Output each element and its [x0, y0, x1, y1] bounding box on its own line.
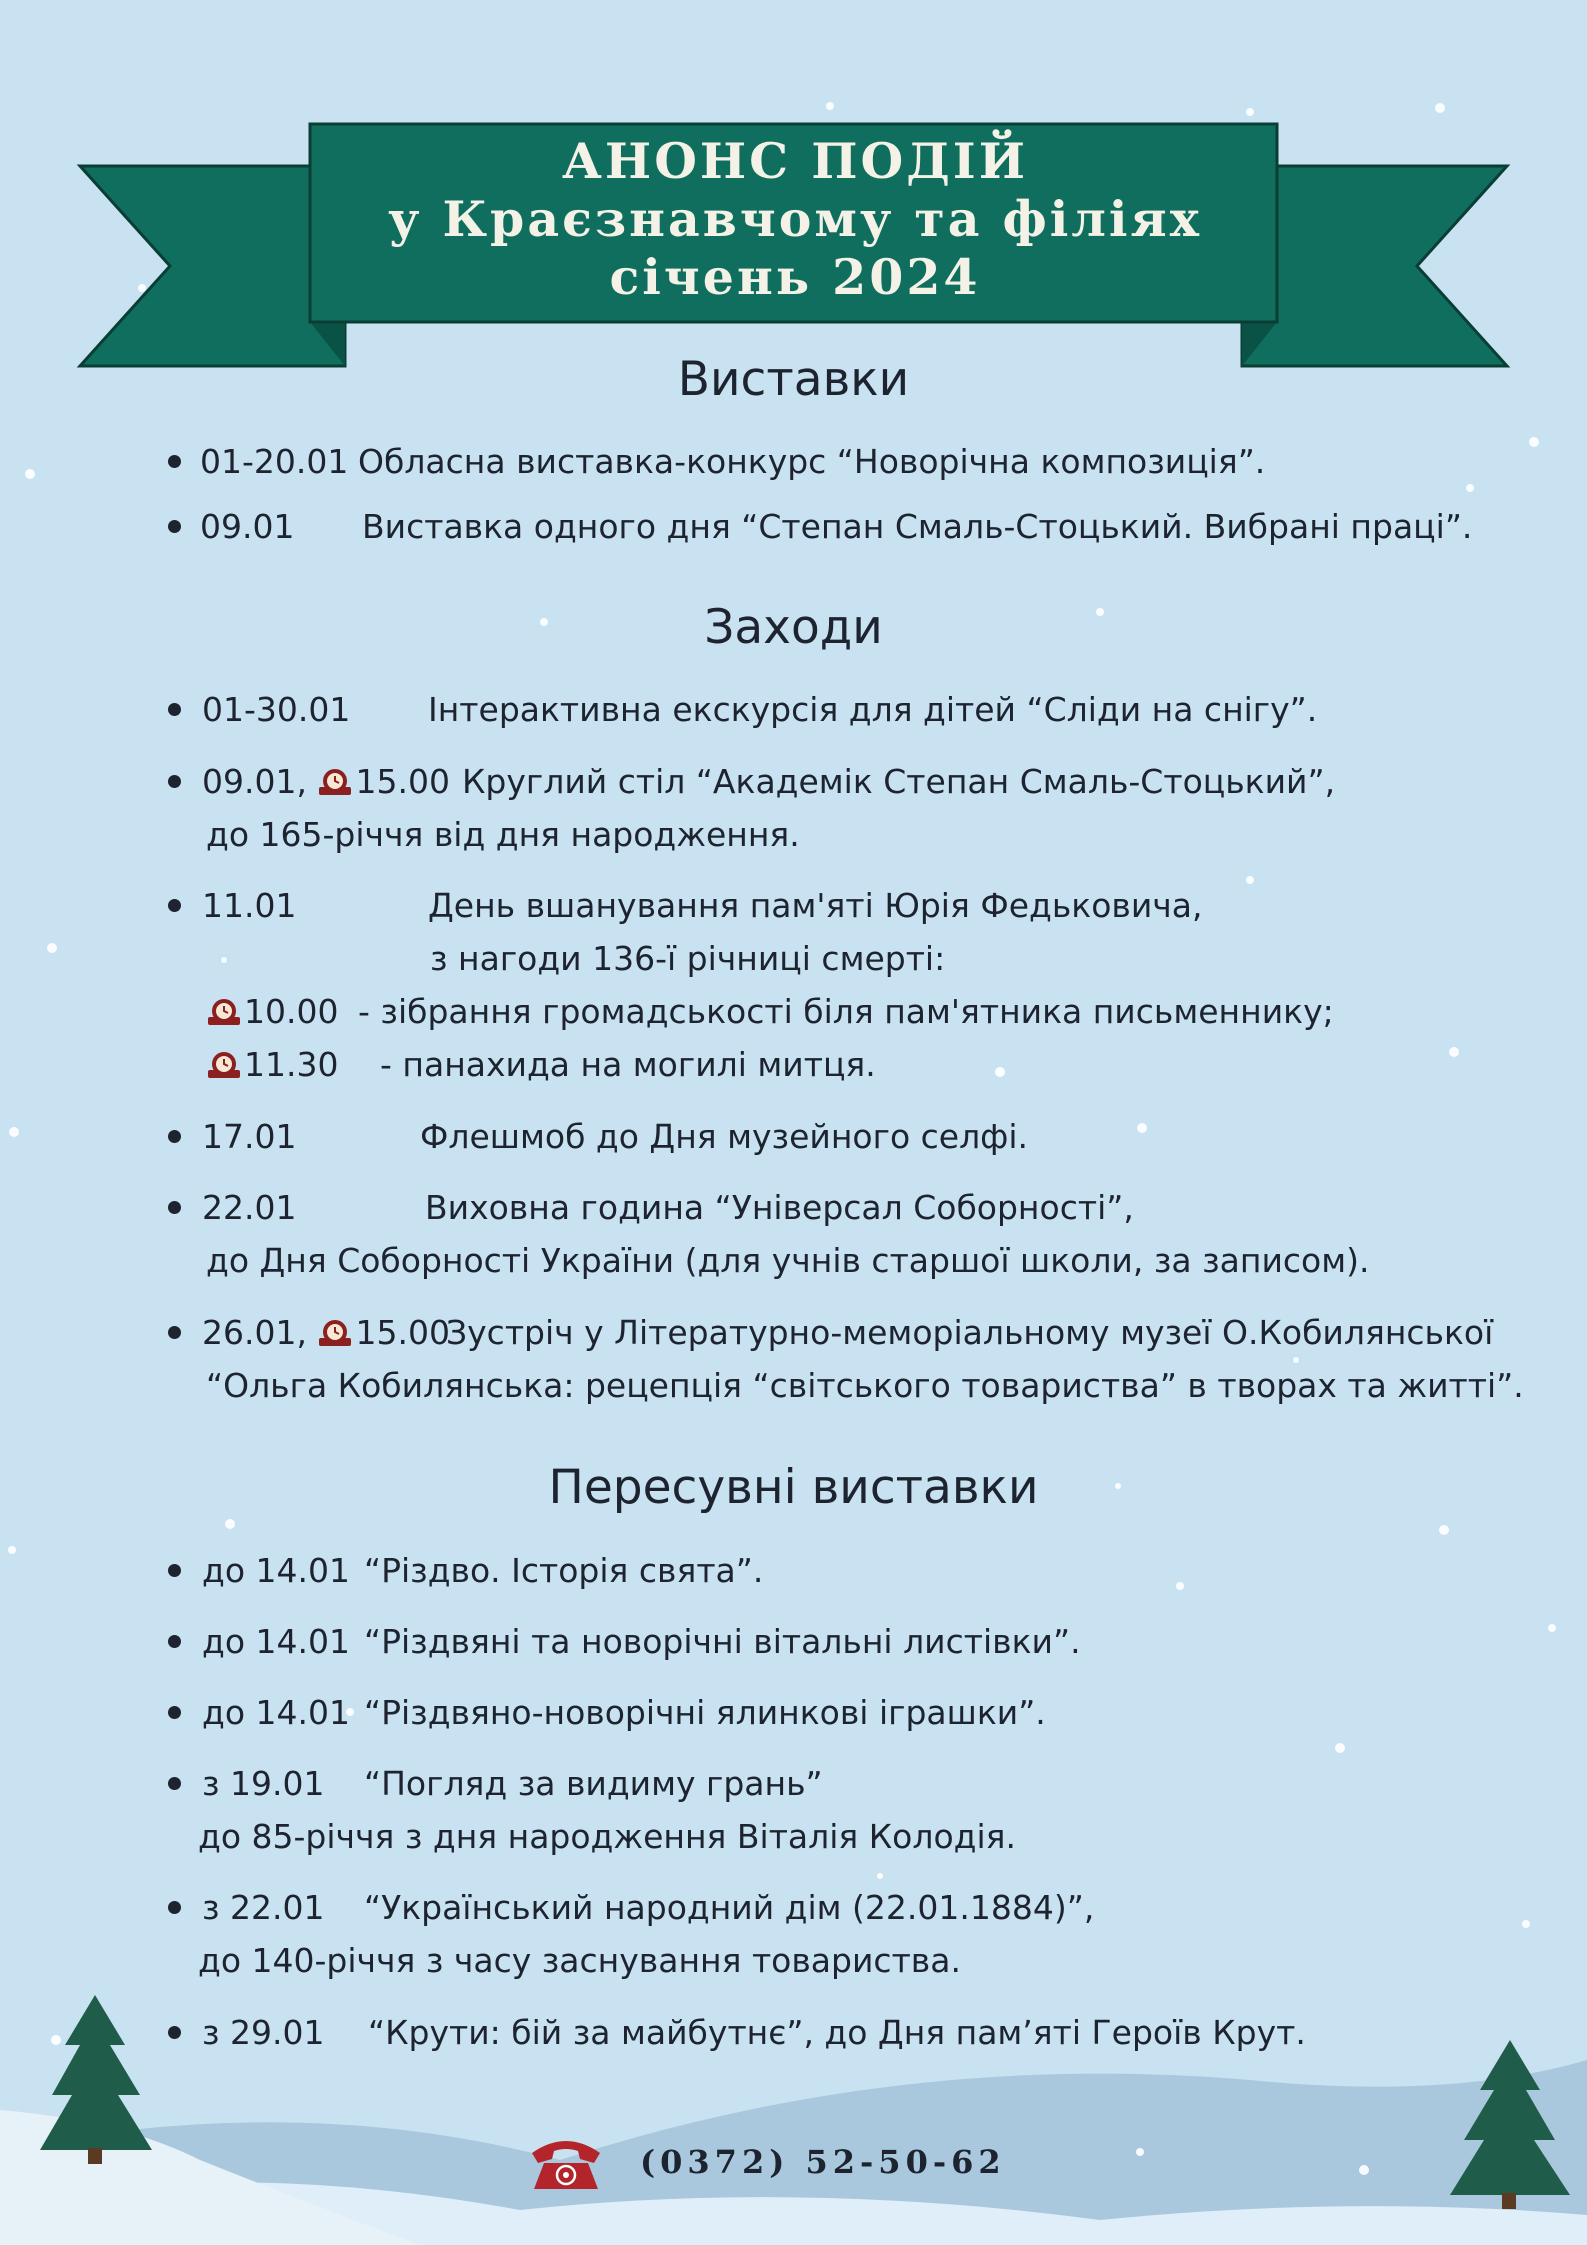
item-text: Виставка одного дня “Степан Смаль-Стоцький. Вибрані праці”.	[362, 507, 1473, 546]
item-text: Обласна виставка-конкурс “Новорічна композиція”.	[358, 442, 1266, 481]
item-date-text: 09.01,	[202, 762, 307, 801]
item-time: 15.00	[355, 1313, 450, 1352]
banner-line-3: січень 2024	[609, 248, 981, 306]
sub-item-text: - панахида на могилі митця.	[380, 1045, 876, 1084]
section-title-traveling: Пересувні виставки	[548, 1460, 1039, 1515]
item-date: 11.01	[202, 886, 297, 925]
item-text: Круглий стіл “Академік Степан Смаль-Стоцький”,	[462, 762, 1336, 801]
item-text: “Різдво. Історія свята”.	[364, 1551, 764, 1590]
item-text: Флешмоб до Дня музейного селфі.	[420, 1117, 1029, 1156]
sub-item	[206, 992, 338, 1031]
item-date: з 29.01	[202, 2013, 325, 2052]
item-time: 15.00	[355, 762, 450, 801]
bullet	[168, 703, 181, 716]
item-text: “Український народний дім (22.01.1884)”,	[364, 1888, 1095, 1927]
banner-line-2: у Краєзнавчому та філіях	[388, 190, 1202, 248]
bullet	[168, 1130, 181, 1143]
sub-item-time: 10.00	[244, 992, 339, 1031]
item-text: Зустріч у Літературно-меморіальному музеї О.Кобилянської	[446, 1313, 1494, 1352]
item-text: Інтерактивна екскурсія для дітей “Сліди на снігу”.	[428, 690, 1318, 729]
item-text-continued: до 165-річчя від дня народження.	[206, 815, 800, 854]
bullet	[168, 455, 181, 468]
item-date: до 14.01	[202, 1551, 350, 1590]
item-date	[202, 1313, 450, 1352]
item-text-continued: з нагоди 136-ї річниці смерті:	[430, 939, 946, 978]
banner-title	[310, 132, 1280, 306]
banner-line-1: АНОНС ПОДІЙ	[562, 132, 1028, 190]
section-title-events: Заходи	[704, 600, 883, 655]
item-text: “Різдвяно-новорічні ялинкові іграшки”.	[364, 1693, 1046, 1732]
item-date: 17.01	[202, 1117, 297, 1156]
item-date-text: 26.01,	[202, 1313, 307, 1352]
item-date: 09.01	[200, 507, 295, 546]
bullet	[168, 899, 181, 912]
alarm-clock-icon	[206, 1048, 242, 1080]
item-date: з 19.01	[202, 1764, 325, 1803]
bullet	[168, 1326, 181, 1339]
item-date: 22.01	[202, 1188, 297, 1227]
item-text: “Різдвяні та новорічні вітальні листівки”.	[364, 1622, 1081, 1661]
alarm-clock-icon	[206, 995, 242, 1027]
bullet	[168, 520, 181, 533]
item-date	[202, 762, 450, 801]
phone-number[interactable]: (0372) 52-50-62	[640, 2143, 1006, 2181]
item-date: 01-20.01	[200, 442, 349, 481]
tree-left	[40, 1995, 152, 2164]
bullet	[168, 1777, 181, 1790]
bullet	[168, 1201, 181, 1214]
sub-item-text: - зібрання громадськості біля пам'ятника письменнику;	[358, 992, 1334, 1031]
alarm-clock-icon	[317, 1316, 353, 1348]
item-date: з 22.01	[202, 1888, 325, 1927]
sub-item-time: 11.30	[244, 1045, 339, 1084]
item-text: Виховна година “Універсал Соборності”,	[425, 1188, 1134, 1227]
bullet	[168, 775, 181, 788]
sub-item	[206, 1045, 338, 1084]
item-text-continued: до 140-річчя з часу заснування товариства.	[198, 1941, 961, 1980]
alarm-clock-icon	[317, 765, 353, 797]
item-date: 01-30.01	[202, 690, 351, 729]
item-text-continued: “Ольга Кобилянська: рецепція “світського товариства” в творах та житті”.	[206, 1366, 1524, 1405]
bullet	[168, 1901, 181, 1914]
item-text-continued: до 85-річчя з дня народження Віталія Колодія.	[198, 1817, 1016, 1856]
bullet	[168, 1564, 181, 1577]
item-date: до 14.01	[202, 1693, 350, 1732]
bullet	[168, 1635, 181, 1648]
section-title-exhibitions: Виставки	[677, 352, 910, 407]
bullet	[168, 1706, 181, 1719]
bullet	[168, 2026, 181, 2039]
item-date: до 14.01	[202, 1622, 350, 1661]
item-text-continued: до Дня Соборності України (для учнів старшої школи, за записом).	[206, 1241, 1370, 1280]
item-text: “Погляд за видиму грань”	[364, 1764, 823, 1803]
item-text: День вшанування пам'яті Юрія Федьковича,	[428, 886, 1203, 925]
item-text: “Крути: бій за майбутнє”, до Дня пам’яті Героїв Крут.	[368, 2013, 1306, 2052]
